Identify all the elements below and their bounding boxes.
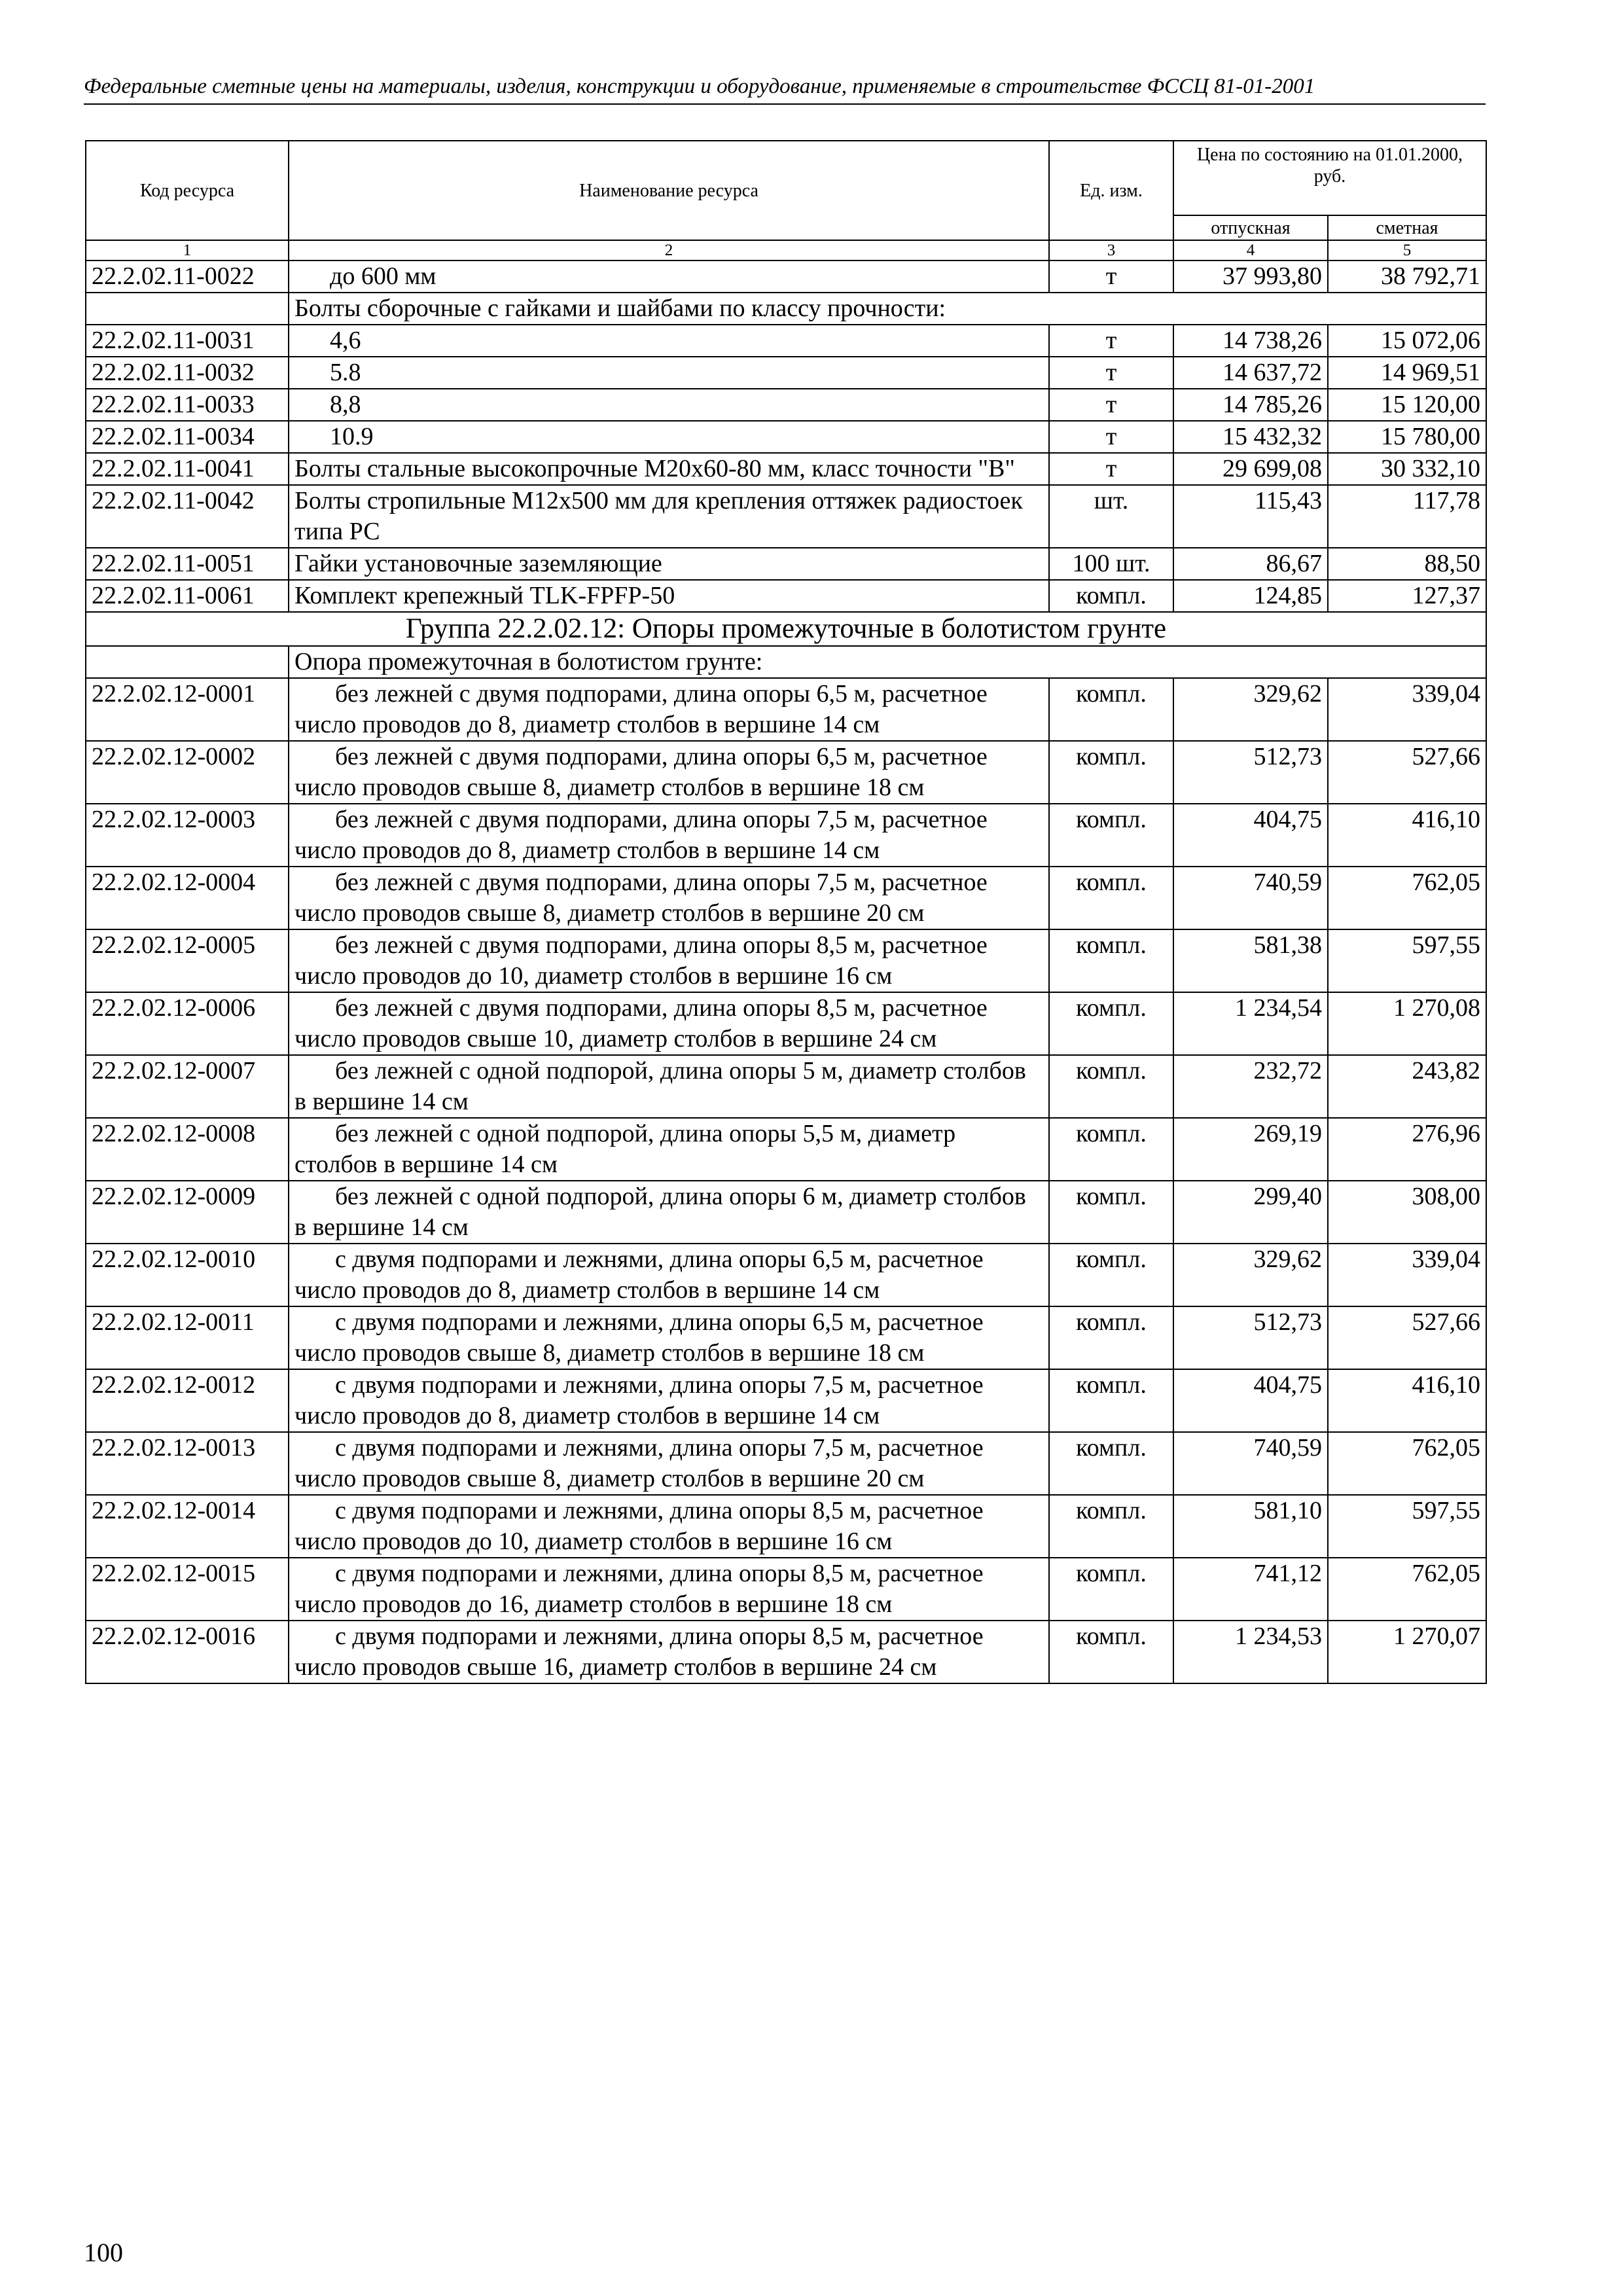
resource-code: 22.2.02.11-0022 xyxy=(86,260,289,293)
resource-code: 22.2.02.12-0007 xyxy=(86,1055,289,1118)
table-row xyxy=(86,1055,1486,1118)
table-row xyxy=(86,1432,1486,1495)
table-row xyxy=(86,357,1486,389)
unit-of-measure: компл. xyxy=(1049,741,1173,804)
release-price: 581,38 xyxy=(1173,929,1328,992)
resource-name: до 600 мм xyxy=(289,260,1049,293)
release-price: 14 785,26 xyxy=(1173,389,1328,421)
table-row xyxy=(86,548,1486,580)
resource-code: 22.2.02.12-0015 xyxy=(86,1558,289,1621)
estimate-price: 1 270,08 xyxy=(1328,992,1486,1055)
estimate-price: 597,55 xyxy=(1328,929,1486,992)
resource-code: 22.2.02.11-0051 xyxy=(86,548,289,580)
estimate-price: 527,66 xyxy=(1328,741,1486,804)
table-row xyxy=(86,741,1486,804)
table-row xyxy=(86,929,1486,992)
group-heading: Группа 22.2.02.12: Опоры промежуточные в болотистом грунте xyxy=(86,612,1486,646)
column-number: 5 xyxy=(1328,240,1486,260)
column-number: 2 xyxy=(289,240,1049,260)
table-row xyxy=(86,453,1486,485)
group-heading-row xyxy=(86,612,1486,646)
resource-code: 22.2.02.12-0006 xyxy=(86,992,289,1055)
table-row xyxy=(86,421,1486,453)
table-row xyxy=(86,1495,1486,1558)
estimate-price: 597,55 xyxy=(1328,1495,1486,1558)
unit-of-measure: компл. xyxy=(1049,1621,1173,1683)
estimate-price: 1 270,07 xyxy=(1328,1621,1486,1683)
estimate-price: 762,05 xyxy=(1328,1558,1486,1621)
table-row xyxy=(86,804,1486,867)
release-price: 15 432,32 xyxy=(1173,421,1328,453)
header-name: Наименование ресурса xyxy=(289,141,1049,240)
resource-code: 22.2.02.12-0013 xyxy=(86,1432,289,1495)
unit-of-measure: компл. xyxy=(1049,1495,1173,1558)
header-code: Код ресурса xyxy=(86,141,289,240)
release-price: 37 993,80 xyxy=(1173,260,1328,293)
resource-name: с двумя подпорами и лежнями, длина опоры 7,5 м, расчетное число проводов свыше 8, диаметр столбов в вершине 20 см xyxy=(289,1432,1049,1495)
unit-of-measure: т xyxy=(1049,421,1173,453)
resource-name: Болты стропильные М12х500 мм для крепления оттяжек радиостоек типа РС xyxy=(289,485,1049,548)
estimate-price: 308,00 xyxy=(1328,1181,1486,1244)
release-price: 404,75 xyxy=(1173,804,1328,867)
estimate-price: 15 780,00 xyxy=(1328,421,1486,453)
table-row xyxy=(86,325,1486,357)
table-row xyxy=(86,1244,1486,1306)
table-row xyxy=(86,1181,1486,1244)
release-price: 14 738,26 xyxy=(1173,325,1328,357)
resource-code: 22.2.02.12-0005 xyxy=(86,929,289,992)
table-row xyxy=(86,485,1486,548)
release-price: 329,62 xyxy=(1173,1244,1328,1306)
release-price: 1 234,53 xyxy=(1173,1621,1328,1683)
unit-of-measure: компл. xyxy=(1049,1244,1173,1306)
resource-code: 22.2.02.12-0014 xyxy=(86,1495,289,1558)
resource-code: 22.2.02.12-0008 xyxy=(86,1118,289,1181)
resource-code: 22.2.02.12-0011 xyxy=(86,1306,289,1369)
estimate-price: 339,04 xyxy=(1328,678,1486,741)
table-row xyxy=(86,580,1486,612)
estimate-price: 762,05 xyxy=(1328,867,1486,929)
caption-text: Болты сборочные с гайками и шайбами по классу прочности: xyxy=(289,293,1486,325)
resource-name: 5.8 xyxy=(289,357,1049,389)
estimate-price: 762,05 xyxy=(1328,1432,1486,1495)
resource-code: 22.2.02.11-0033 xyxy=(86,389,289,421)
caption-row xyxy=(86,293,1486,325)
empty-cell xyxy=(86,293,289,325)
resource-name: с двумя подпорами и лежнями, длина опоры 8,5 м, расчетное число проводов до 10, диаметр столбов в вершине 16 см xyxy=(289,1495,1049,1558)
resource-name: с двумя подпорами и лежнями, длина опоры 6,5 м, расчетное число проводов до 8, диаметр столбов в вершине 14 см xyxy=(289,1244,1049,1306)
resource-name: без лежней с двумя подпорами, длина опоры 7,5 м, расчетное число проводов свыше 8, диаметр столбов в вершине 20 см xyxy=(289,867,1049,929)
resource-name: с двумя подпорами и лежнями, длина опоры 8,5 м, расчетное число проводов свыше 16, диаметр столбов в вершине 24 см xyxy=(289,1621,1049,1683)
table-row xyxy=(86,260,1486,293)
table-row xyxy=(86,992,1486,1055)
table-row xyxy=(86,867,1486,929)
column-number: 4 xyxy=(1173,240,1328,260)
table-row xyxy=(86,1558,1486,1621)
estimate-price: 527,66 xyxy=(1328,1306,1486,1369)
release-price: 269,19 xyxy=(1173,1118,1328,1181)
unit-of-measure: компл. xyxy=(1049,1558,1173,1621)
resource-name: без лежней с одной подпорой, длина опоры 5,5 м, диаметр столбов в вершине 14 см xyxy=(289,1118,1049,1181)
page-header: Федеральные сметные цены на материалы, изделия, конструкции и оборудование, применяемые в строительстве ФССЦ 81-01-2001 xyxy=(84,73,1486,105)
caption-row xyxy=(86,646,1486,678)
resource-code: 22.2.02.11-0031 xyxy=(86,325,289,357)
price-table xyxy=(85,140,1487,1684)
resource-code: 22.2.02.12-0016 xyxy=(86,1621,289,1683)
release-price: 512,73 xyxy=(1173,1306,1328,1369)
release-price: 740,59 xyxy=(1173,867,1328,929)
estimate-price: 30 332,10 xyxy=(1328,453,1486,485)
resource-code: 22.2.02.11-0042 xyxy=(86,485,289,548)
release-price: 512,73 xyxy=(1173,741,1328,804)
resource-name: без лежней с одной подпорой, длина опоры 5 м, диаметр столбов в вершине 14 см xyxy=(289,1055,1049,1118)
resource-name: Комплект крепежный TLK-FPFP-50 xyxy=(289,580,1049,612)
estimate-price: 276,96 xyxy=(1328,1118,1486,1181)
table-row xyxy=(86,1621,1486,1683)
header-estimate: сметная xyxy=(1328,215,1486,240)
empty-cell xyxy=(86,646,289,678)
column-numbers-row xyxy=(86,240,1486,260)
caption-text: Опора промежуточная в болотистом грунте: xyxy=(289,646,1486,678)
table-row xyxy=(86,1369,1486,1432)
estimate-price: 416,10 xyxy=(1328,1369,1486,1432)
unit-of-measure: компл. xyxy=(1049,867,1173,929)
release-price: 299,40 xyxy=(1173,1181,1328,1244)
resource-code: 22.2.02.11-0061 xyxy=(86,580,289,612)
resource-name: 4,6 xyxy=(289,325,1049,357)
unit-of-measure: компл. xyxy=(1049,1181,1173,1244)
column-number: 1 xyxy=(86,240,289,260)
release-price: 1 234,54 xyxy=(1173,992,1328,1055)
unit-of-measure: т xyxy=(1049,357,1173,389)
unit-of-measure: компл. xyxy=(1049,804,1173,867)
table-row xyxy=(86,1118,1486,1181)
resource-name: без лежней с двумя подпорами, длина опоры 7,5 м, расчетное число проводов до 8, диаметр столбов в вершине 14 см xyxy=(289,804,1049,867)
resource-name: с двумя подпорами и лежнями, длина опоры 6,5 м, расчетное число проводов свыше 8, диаметр столбов в вершине 18 см xyxy=(289,1306,1049,1369)
unit-of-measure: компл. xyxy=(1049,929,1173,992)
unit-of-measure: компл. xyxy=(1049,1369,1173,1432)
estimate-price: 243,82 xyxy=(1328,1055,1486,1118)
resource-code: 22.2.02.12-0012 xyxy=(86,1369,289,1432)
unit-of-measure: компл. xyxy=(1049,678,1173,741)
estimate-price: 15 072,06 xyxy=(1328,325,1486,357)
table-row xyxy=(86,1306,1486,1369)
release-price: 14 637,72 xyxy=(1173,357,1328,389)
resource-name: 10.9 xyxy=(289,421,1049,453)
estimate-price: 38 792,71 xyxy=(1328,260,1486,293)
resource-code: 22.2.02.12-0010 xyxy=(86,1244,289,1306)
resource-code: 22.2.02.12-0001 xyxy=(86,678,289,741)
column-number: 3 xyxy=(1049,240,1173,260)
release-price: 86,67 xyxy=(1173,548,1328,580)
unit-of-measure: компл. xyxy=(1049,1432,1173,1495)
header-unit: Ед. изм. xyxy=(1049,141,1173,240)
header-price: Цена по состоянию на 01.01.2000, руб. xyxy=(1173,141,1486,215)
resource-code: 22.2.02.11-0032 xyxy=(86,357,289,389)
resource-code: 22.2.02.11-0034 xyxy=(86,421,289,453)
resource-name: без лежней с двумя подпорами, длина опоры 8,5 м, расчетное число проводов свыше 10, диаметр столбов в вершине 24 см xyxy=(289,992,1049,1055)
estimate-price: 416,10 xyxy=(1328,804,1486,867)
resource-name: без лежней с двумя подпорами, длина опоры 8,5 м, расчетное число проводов до 10, диаметр столбов в вершине 16 см xyxy=(289,929,1049,992)
resource-code: 22.2.02.12-0004 xyxy=(86,867,289,929)
estimate-price: 117,78 xyxy=(1328,485,1486,548)
unit-of-measure: шт. xyxy=(1049,485,1173,548)
header-release: отпускная xyxy=(1173,215,1328,240)
release-price: 740,59 xyxy=(1173,1432,1328,1495)
estimate-price: 15 120,00 xyxy=(1328,389,1486,421)
resource-name: с двумя подпорами и лежнями, длина опоры 8,5 м, расчетное число проводов до 16, диаметр столбов в вершине 18 см xyxy=(289,1558,1049,1621)
table-body xyxy=(86,260,1486,1683)
resource-name: Гайки установочные заземляющие xyxy=(289,548,1049,580)
release-price: 741,12 xyxy=(1173,1558,1328,1621)
unit-of-measure: компл. xyxy=(1049,992,1173,1055)
resource-name: 8,8 xyxy=(289,389,1049,421)
resource-name: без лежней с двумя подпорами, длина опоры 6,5 м, расчетное число проводов свыше 8, диаметр столбов в вершине 18 см xyxy=(289,741,1049,804)
estimate-price: 339,04 xyxy=(1328,1244,1486,1306)
estimate-price: 88,50 xyxy=(1328,548,1486,580)
unit-of-measure: компл. xyxy=(1049,1118,1173,1181)
release-price: 404,75 xyxy=(1173,1369,1328,1432)
resource-name: с двумя подпорами и лежнями, длина опоры 7,5 м, расчетное число проводов до 8, диаметр столбов в вершине 14 см xyxy=(289,1369,1049,1432)
page-number: 100 xyxy=(84,2238,123,2267)
release-price: 115,43 xyxy=(1173,485,1328,548)
release-price: 232,72 xyxy=(1173,1055,1328,1118)
unit-of-measure: т xyxy=(1049,325,1173,357)
resource-code: 22.2.02.11-0041 xyxy=(86,453,289,485)
unit-of-measure: компл. xyxy=(1049,580,1173,612)
unit-of-measure: компл. xyxy=(1049,1055,1173,1118)
table-row xyxy=(86,678,1486,741)
release-price: 581,10 xyxy=(1173,1495,1328,1558)
release-price: 329,62 xyxy=(1173,678,1328,741)
resource-name: Болты стальные высокопрочные М20х60-80 мм, класс точности "В" xyxy=(289,453,1049,485)
resource-name: без лежней с одной подпорой, длина опоры 6 м, диаметр столбов в вершине 14 см xyxy=(289,1181,1049,1244)
resource-code: 22.2.02.12-0002 xyxy=(86,741,289,804)
resource-name: без лежней с двумя подпорами, длина опоры 6,5 м, расчетное число проводов до 8, диаметр столбов в вершине 14 см xyxy=(289,678,1049,741)
unit-of-measure: 100 шт. xyxy=(1049,548,1173,580)
unit-of-measure: т xyxy=(1049,260,1173,293)
unit-of-measure: компл. xyxy=(1049,1306,1173,1369)
unit-of-measure: т xyxy=(1049,389,1173,421)
estimate-price: 14 969,51 xyxy=(1328,357,1486,389)
estimate-price: 127,37 xyxy=(1328,580,1486,612)
resource-code: 22.2.02.12-0003 xyxy=(86,804,289,867)
release-price: 124,85 xyxy=(1173,580,1328,612)
unit-of-measure: т xyxy=(1049,453,1173,485)
table-row xyxy=(86,389,1486,421)
table-head xyxy=(86,141,1486,260)
resource-code: 22.2.02.12-0009 xyxy=(86,1181,289,1244)
release-price: 29 699,08 xyxy=(1173,453,1328,485)
